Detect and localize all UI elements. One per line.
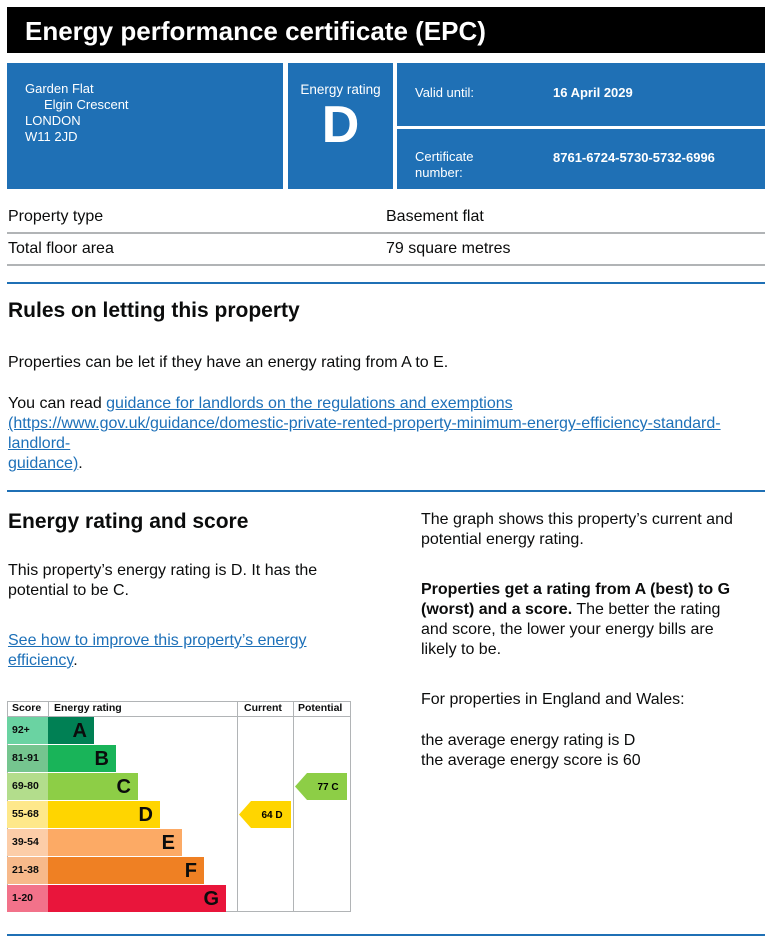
landlord-guidance-link[interactable]: guidance for landlords on the regulations and exemptions [106,395,513,412]
band-score-b: 81-91 [7,745,48,772]
section-divider [7,282,765,284]
letting-paragraph: Properties can be let if they have an energy rating from A to E. [8,354,449,371]
chart-col-line [237,701,238,912]
property-type-row [7,201,765,234]
section-divider [7,490,765,492]
link-suffix: . [73,652,78,669]
energy-rating-label: Energy rating [300,82,381,97]
guidance-url-line: (https://www.gov.uk/guidance/domestic-private-rented-property-minimum-energy-efficiency-standard-landlord- [8,415,721,452]
band-score-d: 55-68 [7,801,48,828]
chart-header-current: Current [244,702,282,714]
rating-scale-explanation [421,580,766,660]
certificate-label-line: number: [415,165,463,180]
current-rating-arrow [239,801,297,828]
letting-heading: Rules on letting this property [8,299,300,322]
band-score-a: 92+ [7,717,48,744]
landlord-guidance-url[interactable] [8,415,721,472]
address-line: LONDON [25,113,81,128]
section-divider [7,934,765,936]
guidance-prefix: You can read [8,395,107,412]
valid-until-value: 16 April 2029 [553,85,633,100]
address-line: Garden Flat [25,81,94,96]
bold-text: Properties get a rating from A (best) to G [421,581,731,598]
band-bar-a: A [48,717,94,744]
bold-text: (worst) and a score. [421,601,573,618]
explanation-text: The better the rating [572,601,721,618]
potential-rating-arrow-label: 77 C [317,782,339,793]
valid-until-label: Valid until: [415,85,475,100]
property-address [7,63,283,189]
floor-area-key: Total floor area [8,240,114,257]
certificate-number-value: 8761-6724-5730-5732-6996 [553,150,715,165]
england-wales-label: For properties in England and Wales: [421,691,685,708]
guidance-suffix: . [78,455,83,472]
link-line: See how to improve this property’s energy [8,632,307,649]
explanation-text: and score, the lower your energy bills are [421,621,714,638]
address-line: W11 2JD [25,129,78,144]
address-line: Elgin Crescent [44,97,129,112]
floor-area-row [7,233,765,266]
band-bar-d: D [48,801,160,828]
floor-area-value: 79 square metres [386,240,511,257]
band-score-c: 69-80 [7,773,48,800]
chart-header-rating: Energy rating [54,702,122,714]
average-rating-text: the average energy rating is D [421,732,636,749]
energy-rating-letter: D [321,96,360,154]
letting-guidance-paragraph [8,394,768,474]
explanation-text: likely to be. [421,641,502,658]
rating-heading: Energy rating and score [8,510,249,533]
link-line: efficiency [8,652,74,669]
energy-rating-box [288,63,393,189]
band-bar-c: C [48,773,138,800]
chart-col-line [48,701,49,716]
certificate-number-box [397,129,765,189]
band-bar-g: G [48,885,226,912]
page-title: Energy performance certificate (EPC) [7,7,765,53]
band-bar-b: B [48,745,116,772]
average-ratings [421,731,766,771]
certificate-label-line: Certificate [415,149,474,164]
chart-header-score: Score [12,702,42,714]
improve-paragraph [8,631,307,671]
property-type-key: Property type [8,208,104,225]
epc-rating-chart [7,701,352,913]
graph-explanation [421,510,766,550]
chart-header-potential: Potential [298,702,343,714]
band-score-g: 1-20 [7,885,48,912]
valid-until-box [397,63,765,126]
guidance-url-line: guidance) [8,455,79,472]
rating-text: potential to be C. [8,582,129,599]
potential-rating-arrow [295,773,353,800]
rating-text: This property’s energy rating is D. It has the [8,562,318,579]
band-score-e: 39-54 [7,829,48,856]
average-score-text: the average energy score is 60 [421,752,641,769]
band-bar-e: E [48,829,182,856]
band-bar-f: F [48,857,204,884]
explanation-text: The graph shows this property’s current and [421,511,733,528]
property-type-value: Basement flat [386,208,484,225]
certificate-label [415,149,474,181]
band-score-f: 21-38 [7,857,48,884]
explanation-text: potential energy rating. [421,531,584,548]
current-rating-arrow-label: 64 D [261,810,283,821]
rating-paragraph [8,561,317,601]
improve-efficiency-link[interactable] [8,632,307,669]
